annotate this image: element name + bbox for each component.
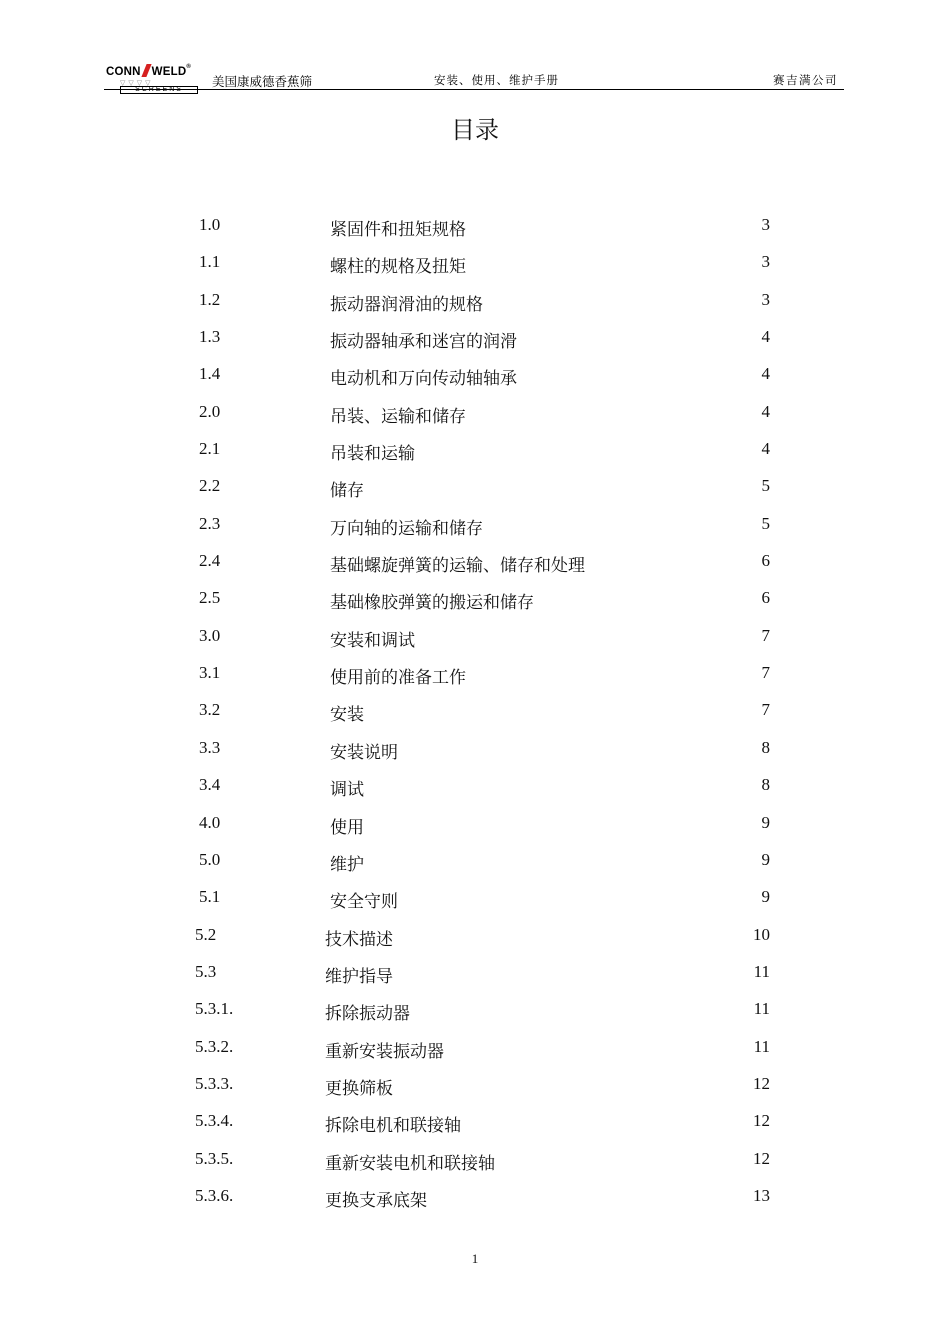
toc-entry-number: 2.1 (199, 439, 221, 459)
toc-entry-page: 7 (761, 663, 770, 683)
manual-title: 安装、使用、维护手册 (434, 73, 559, 87)
toc-entry-number: 5.2 (195, 924, 217, 944)
toc-entry-number: 1.2 (199, 289, 221, 309)
toc-entry[interactable] (0, 356, 950, 393)
toc-entry-title: 储存 (330, 481, 364, 502)
toc-entry-page: 13 (753, 1185, 770, 1205)
toc-entry-title: 紧固件和扭矩规格 (330, 220, 466, 240)
logo-text-left: CONN (106, 66, 141, 78)
toc-entry-number: 5.1 (199, 887, 221, 907)
toc-entry-page: 7 (761, 625, 770, 645)
toc-entry[interactable] (0, 1141, 950, 1178)
toc-entry[interactable] (0, 767, 950, 804)
toc-entry-title: 更换支承底架 (325, 1190, 427, 1211)
toc-entry[interactable] (0, 1178, 950, 1215)
toc-entry[interactable] (0, 319, 950, 356)
logo-text-right: WELD (151, 66, 187, 78)
toc-entry-page: 12 (753, 1148, 770, 1168)
toc-entry-number: 4.0 (199, 812, 221, 832)
toc-entry-title: 拆除振动器 (325, 1004, 410, 1025)
toc-entry-title: 安装说明 (330, 742, 398, 763)
toc-entry-number: 1.0 (199, 215, 221, 234)
toc-entry[interactable] (0, 692, 950, 729)
toc-entry-number: 3.2 (199, 700, 221, 720)
toc-entry-title: 万向轴的运输和储存 (330, 518, 483, 539)
toc-entry-page: 12 (753, 1111, 770, 1131)
toc-entry-title: 振动器轴承和迷宫的润滑 (330, 332, 517, 353)
toc-entry[interactable] (0, 244, 950, 281)
toc-entry-title: 吊装和运输 (330, 444, 415, 465)
toc-entry[interactable] (0, 655, 950, 692)
toc-entry-title: 安装 (330, 705, 364, 726)
toc-entry-page: 7 (761, 700, 770, 720)
toc-entry-page: 4 (761, 439, 770, 459)
toc-entry[interactable] (0, 618, 950, 655)
toc-entry-title: 电动机和万向传动轴轴承 (330, 369, 517, 390)
page-number: 1 (471, 1251, 479, 1266)
logo-wordmark (106, 64, 191, 78)
toc-entry-number: 5.3.5. (195, 1148, 234, 1168)
toc-entry-title: 更换筛板 (325, 1078, 393, 1099)
toc-entry-page: 11 (753, 961, 770, 981)
toc-entry-number: 2.2 (199, 476, 221, 496)
toc-entry-page: 3 (761, 289, 770, 309)
toc-entry-page: 5 (761, 476, 770, 496)
author-name: 赛吉满公司 (773, 73, 838, 87)
logo-triangles-icon: ▽▽▽▽ (120, 79, 154, 87)
toc-entry-title: 技术描述 (325, 929, 393, 950)
toc-entry-title: 重新安装电机和联接轴 (325, 1153, 495, 1174)
toc-entry[interactable] (0, 991, 950, 1028)
toc-entry[interactable] (0, 580, 950, 617)
toc-entry[interactable] (0, 805, 950, 842)
logo-slash-icon (141, 64, 151, 77)
toc-entry-number: 1.1 (199, 252, 221, 272)
toc-entry-page: 4 (761, 401, 770, 421)
toc-entry-page: 4 (761, 327, 770, 347)
toc-entry[interactable] (0, 506, 950, 543)
toc-entry-title: 维护指导 (325, 966, 393, 987)
toc-entry-number: 1.4 (199, 364, 221, 384)
toc-entry[interactable] (0, 954, 950, 991)
connweld-logo (104, 62, 204, 92)
toc-entry-number: 5.3.3. (195, 1073, 234, 1093)
toc-entry-page: 6 (761, 551, 770, 571)
toc-entry[interactable] (0, 207, 950, 244)
toc-entry[interactable] (0, 394, 950, 431)
toc-entry-number: 2.4 (199, 551, 221, 571)
toc-entry-page: 5 (761, 513, 770, 533)
page-title: 目录 (451, 116, 499, 144)
logo-sub: SCREENS (120, 86, 198, 94)
toc-entry-number: 3.4 (199, 775, 221, 795)
toc-entry[interactable] (0, 431, 950, 468)
toc-entry[interactable] (0, 842, 950, 879)
table-of-contents (0, 207, 950, 1215)
toc-entry-title: 基础螺旋弹簧的运输、储存和处理 (330, 556, 585, 577)
toc-entry[interactable] (0, 1029, 950, 1066)
page-header (104, 60, 844, 92)
toc-entry[interactable] (0, 1103, 950, 1140)
toc-entry[interactable] (0, 1066, 950, 1103)
toc-entry-page: 10 (753, 924, 770, 944)
toc-entry-number: 1.3 (199, 327, 221, 347)
toc-entry-title: 振动器润滑油的规格 (330, 294, 483, 315)
toc-entry-page: 6 (761, 588, 770, 608)
toc-entry-number: 5.3.4. (195, 1111, 234, 1131)
toc-entry-title: 维护 (330, 854, 364, 875)
toc-entry-page: 9 (761, 887, 770, 907)
toc-entry-page: 8 (761, 737, 770, 757)
toc-entry-number: 5.0 (199, 849, 221, 869)
toc-entry-number: 2.3 (199, 513, 221, 533)
toc-entry-number: 5.3.6. (195, 1185, 234, 1205)
toc-entry[interactable] (0, 879, 950, 916)
toc-entry-page: 3 (761, 215, 770, 234)
toc-entry-title: 拆除电机和联接轴 (325, 1116, 461, 1137)
toc-entry-number: 2.0 (199, 401, 221, 421)
toc-entry-page: 9 (761, 849, 770, 869)
toc-entry-title: 安装和调试 (330, 630, 415, 651)
toc-entry-title: 使用 (330, 817, 364, 838)
toc-entry[interactable] (0, 543, 950, 580)
toc-entry-number: 3.3 (199, 737, 221, 757)
toc-entry-page: 3 (761, 252, 770, 272)
toc-entry-number: 5.3 (195, 961, 217, 981)
toc-entry-title: 安全守则 (330, 892, 398, 913)
toc-entry[interactable] (0, 730, 950, 767)
toc-entry-title: 使用前的准备工作 (330, 668, 466, 689)
header-divider (104, 89, 844, 90)
toc-entry[interactable] (0, 468, 950, 505)
toc-entry-page: 8 (761, 775, 770, 795)
toc-entry-title: 调试 (330, 780, 364, 801)
toc-entry-page: 11 (753, 999, 770, 1019)
toc-entry-number: 5.3.2. (195, 1036, 234, 1056)
toc-entry-title: 基础橡胶弹簧的搬运和储存 (330, 593, 534, 614)
toc-entry-number: 3.0 (199, 625, 221, 645)
registered-mark-icon: ® (186, 64, 191, 70)
toc-entry-number: 3.1 (199, 663, 221, 683)
toc-entry-page: 11 (753, 1036, 770, 1056)
company-name: 美国康威德香蕉筛 (212, 74, 313, 89)
toc-entry-number: 2.5 (199, 588, 221, 608)
toc-entry-title: 重新安装振动器 (325, 1041, 444, 1062)
toc-entry-page: 4 (761, 364, 770, 384)
toc-entry-page: 12 (753, 1073, 770, 1093)
toc-entry-title: 吊装、运输和储存 (330, 406, 466, 427)
toc-entry-page: 9 (761, 812, 770, 832)
toc-entry[interactable] (0, 917, 950, 954)
toc-entry-number: 5.3.1. (195, 999, 234, 1019)
toc-entry-title: 螺柱的规格及扭矩 (330, 257, 466, 278)
toc-entry[interactable] (0, 282, 950, 319)
